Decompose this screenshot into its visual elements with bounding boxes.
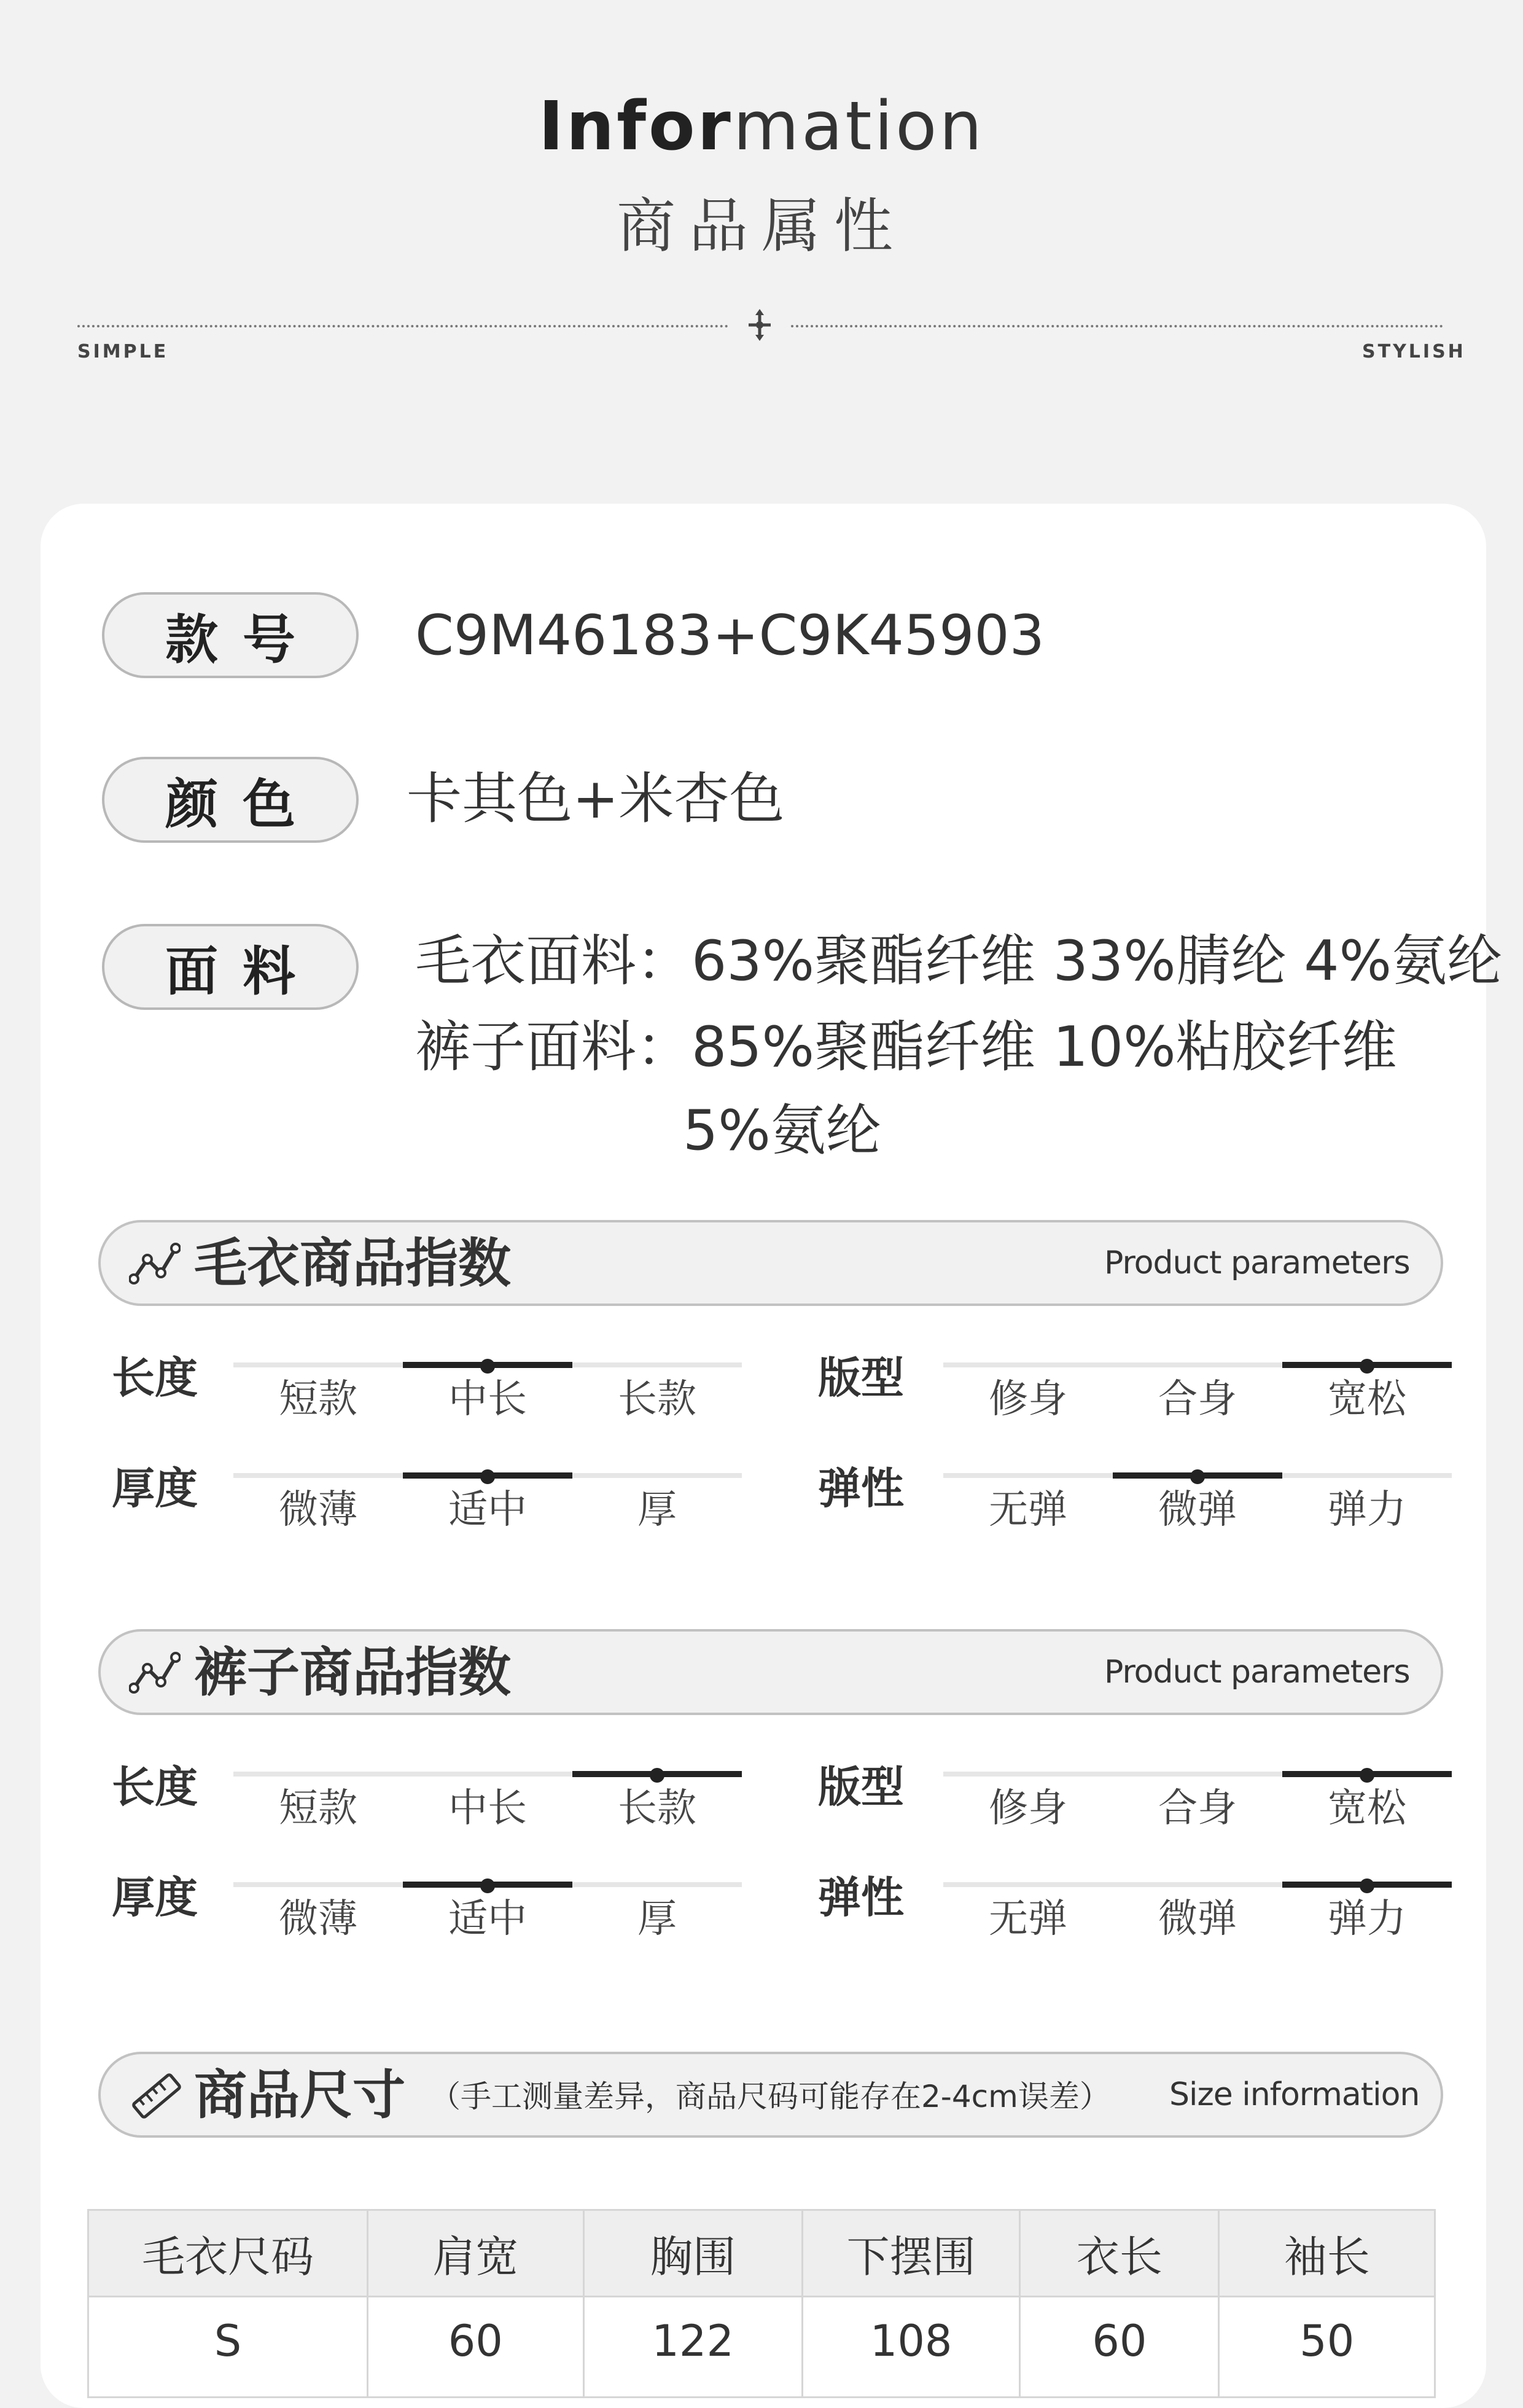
sweater-elasticity-option: 无弹 [989,1487,1067,1533]
pants-thickness-label: 厚度 [112,1872,198,1923]
sweater-length-option: 短款 [279,1377,357,1422]
col-header: 下摆围 [802,2210,1019,2297]
sweater-fit-option: 宽松 [1328,1377,1406,1422]
page-title-cn: 商品属性 [617,192,906,260]
pants-fit-option: 合身 [1158,1786,1237,1831]
sweater-length-selected-dot [480,1359,495,1374]
sweater-thickness-option: 厚 [637,1487,677,1533]
pants-fit-option: 宽松 [1328,1786,1406,1831]
sweater-thickness-label: 厚度 [112,1463,198,1514]
trend-line-icon [129,1242,181,1286]
style-number-label: 款号 [102,592,359,678]
col-header: 毛衣尺码 [88,2210,368,2297]
trend-line-icon [129,1651,181,1695]
sweater-elasticity-option: 弹力 [1328,1487,1406,1533]
sweater-thickness-option: 适中 [448,1487,527,1533]
fabric-line-3: 5%氨纶 [683,1098,881,1163]
sweater-elasticity-option: 微弹 [1158,1487,1237,1533]
pants-fit-selected-dot [1360,1768,1374,1783]
color-label: 颜色 [102,757,359,843]
sweater-fit-label: 版型 [818,1353,904,1403]
pants-elasticity-label: 弹性 [818,1872,904,1923]
fabric-line-2: 裤子面料：85%聚酯纤维 10%粘胶纤维 [415,1015,1397,1079]
pants-length-option: 长款 [618,1786,696,1831]
divider-left [77,325,728,327]
sweater-fit-option: 合身 [1158,1377,1237,1422]
col-header: 袖长 [1219,2210,1435,2297]
size-title: 商品尺寸 [194,2065,405,2126]
sweater-elasticity-label: 弹性 [818,1463,904,1514]
pants-fit-label: 版型 [818,1762,904,1812]
divider-right [791,325,1443,327]
title-bold-part: Infor [538,87,733,165]
sweater-length-option: 中长 [448,1377,527,1422]
pants-thickness-selected-dot [480,1878,495,1893]
pants-length-option: 中长 [448,1786,527,1831]
table-cell: 122 [583,2297,802,2398]
fabric-line-1: 毛衣面料：63%聚酯纤维 33%腈纶 4%氨纶 [415,929,1503,993]
tag-stylish: STYLISH [1362,341,1466,362]
pants-index-en: Product parameters [1104,1654,1410,1691]
sweater-index-en: Product parameters [1104,1245,1410,1281]
pants-length-label: 长度 [112,1762,198,1812]
col-header: 肩宽 [367,2210,583,2297]
pants-elasticity-selected-dot [1360,1878,1374,1893]
page-title-en [0,87,1523,165]
pants-length-option: 短款 [279,1786,357,1831]
size-en: Size information [1169,2076,1420,2113]
tag-simple: SIMPLE [77,341,169,362]
table-row [88,2297,1435,2398]
title-rest-part: mation [733,87,985,165]
ruler-icon [129,2070,184,2122]
fabric-label: 面料 [102,924,359,1010]
sweater-fit-selected-dot [1360,1359,1374,1374]
size-table-header-row [88,2210,1435,2297]
pants-thickness-option: 微薄 [279,1896,357,1942]
table-cell: 50 [1219,2297,1435,2398]
sweater-length-option: 长款 [618,1377,696,1422]
pants-index-title: 裤子商品指数 [194,1642,511,1703]
pants-length-selected-dot [650,1768,664,1783]
size-note: （手工测量差异，商品尺码可能存在2-4cm误差） [430,2079,1110,2114]
sweater-length-label: 长度 [112,1353,198,1403]
pants-elasticity-option: 弹力 [1328,1896,1406,1942]
move-cross-icon [746,309,773,341]
sweater-elasticity-selected-dot [1190,1469,1205,1484]
pants-thickness-option: 厚 [637,1896,677,1942]
table-cell: 60 [367,2297,583,2398]
color-value: 卡其色+米杏色 [407,767,785,831]
pants-thickness-option: 适中 [448,1896,527,1942]
style-number-value: C9M46183+C9K45903 [415,603,1045,668]
table-cell: 108 [802,2297,1019,2398]
sweater-thickness-option: 微薄 [279,1487,357,1533]
table-cell: S [88,2297,368,2398]
table-cell: 60 [1020,2297,1219,2398]
col-header: 衣长 [1020,2210,1219,2297]
sweater-fit-option: 修身 [989,1377,1067,1422]
pants-elasticity-option: 无弹 [989,1896,1067,1942]
col-header: 胸围 [583,2210,802,2297]
pants-elasticity-option: 微弹 [1158,1896,1237,1942]
sweater-thickness-selected-dot [480,1469,495,1484]
pants-fit-option: 修身 [989,1786,1067,1831]
sweater-index-title: 毛衣商品指数 [194,1233,511,1294]
size-table [87,2209,1436,2398]
